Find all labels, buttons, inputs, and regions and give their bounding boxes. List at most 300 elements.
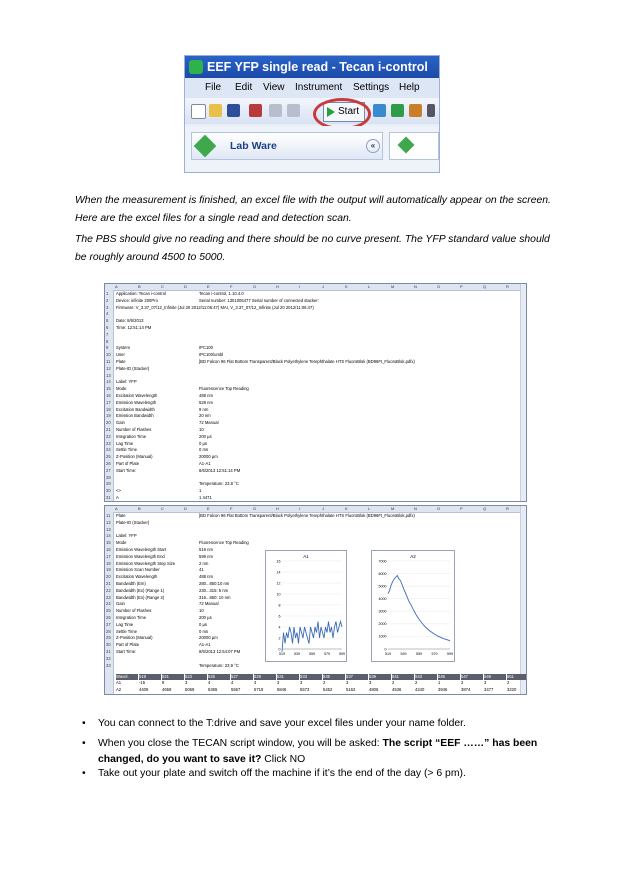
column-letter[interactable]: A bbox=[115, 284, 118, 289]
cell-label[interactable]: System bbox=[116, 345, 130, 351]
window-title-bar bbox=[185, 56, 439, 78]
row-number[interactable]: 14 bbox=[106, 379, 111, 385]
cell-value[interactable]: 200 µs bbox=[199, 433, 212, 439]
cell-label[interactable]: Bandwidth (Ex) (Range 1) bbox=[116, 587, 165, 593]
cell-value[interactable]: 10 bbox=[199, 427, 204, 432]
bullet-2-dot: • bbox=[82, 738, 86, 749]
cell-label[interactable]: Emission Bandwidth bbox=[116, 413, 154, 419]
cell-value[interactable]: 20 nm bbox=[199, 413, 211, 419]
column-letter[interactable]: J bbox=[322, 284, 324, 289]
column-letter[interactable]: D bbox=[184, 506, 187, 511]
column-letter[interactable]: R bbox=[506, 284, 509, 289]
cell-label[interactable]: Emission Wavelength Start bbox=[116, 547, 167, 552]
row-number[interactable]: 25 bbox=[106, 608, 111, 614]
x-tick-label: 519 bbox=[385, 652, 391, 656]
a1-row-cell[interactable]: 8 bbox=[162, 680, 165, 686]
row-number[interactable]: 15 bbox=[106, 386, 111, 392]
column-letter[interactable]: Q bbox=[483, 284, 487, 289]
cell-value[interactable]: Fluorescence Top Reading bbox=[199, 386, 249, 392]
a1-row-cell[interactable]: 3 bbox=[185, 680, 188, 686]
excel-detection-scan bbox=[104, 505, 527, 695]
a1-row-cell[interactable]: 2 bbox=[507, 680, 510, 686]
row-number[interactable]: 16 bbox=[106, 393, 111, 398]
cell-value[interactable]: 0 ms bbox=[199, 628, 209, 634]
cell-value[interactable]: 280...850:10 nm bbox=[199, 581, 230, 586]
cell-label[interactable]: Firmware: V_3.37_07/12_Infinite (Jul 20 2012/11:06:47) MAI, V_3.37_07/12_Infinite (Jul 20 2012/11:06:47) bbox=[116, 304, 314, 310]
cell-value[interactable]: [BD Falcon 96 Flat Bottom Transparent/Black Polyethylene Terephthalate HTS FluoroBlok (BD96Ft_FluoroBlok.pdfx) bbox=[199, 513, 415, 518]
undo-icon[interactable] bbox=[269, 104, 282, 117]
cell-label[interactable]: Emission Wavelength Step Size bbox=[116, 560, 176, 566]
redo-icon[interactable] bbox=[287, 104, 300, 117]
save-icon[interactable] bbox=[227, 104, 240, 117]
cell-label[interactable]: Lag Time bbox=[116, 621, 134, 627]
chart-a1 bbox=[265, 550, 347, 662]
cell-value[interactable]: Temperature: 23.8 °C bbox=[199, 481, 239, 487]
series-line bbox=[282, 622, 342, 652]
paragraph-2: The PBS should give no reading and there should be no curve present. The YFP standard value should be roughly around 4500 to 5000. bbox=[75, 234, 550, 263]
row-number[interactable]: 15 bbox=[106, 540, 111, 546]
bullet-1-text: You can connect to the T:drive and save your excel files under your name folder. bbox=[98, 718, 466, 729]
row-number[interactable]: 12 bbox=[106, 365, 111, 371]
cell-label[interactable]: Number of Flashes bbox=[116, 608, 152, 614]
y-tick-label: 7000 bbox=[378, 559, 387, 564]
a1-row-cell[interactable]: 4 bbox=[208, 680, 211, 686]
bullet-1-dot: • bbox=[82, 718, 86, 729]
labware-label: Lab Ware bbox=[230, 140, 277, 152]
a2-row-cell[interactable]: 5365 bbox=[208, 686, 218, 692]
chart-a2-svg bbox=[372, 551, 454, 661]
cell-label[interactable]: Emission Wavelength bbox=[116, 399, 157, 405]
labware-panel bbox=[185, 126, 439, 172]
a2-row-cell[interactable]: 5162 bbox=[346, 686, 356, 692]
cell-label[interactable]: Label: YFP bbox=[116, 379, 137, 385]
a1-row-cell[interactable]: 4 bbox=[254, 680, 257, 686]
chart-title: A1 bbox=[303, 554, 309, 559]
bullet-3-text: Take out your plate and switch off the machine if it’s the end of the day (> 6 pm). bbox=[98, 768, 466, 779]
excel-single-read bbox=[104, 283, 527, 502]
wavelength-row-cell[interactable]: 539 bbox=[369, 674, 391, 680]
a2-row-cell[interactable]: 4806 bbox=[369, 686, 379, 692]
menu-view[interactable]: View bbox=[263, 82, 285, 93]
column-letter[interactable]: P bbox=[460, 284, 463, 289]
wavelength-row-cell[interactable]: 537 bbox=[346, 674, 368, 680]
row-number[interactable]: 22 bbox=[106, 433, 111, 439]
a1-row-cell[interactable]: 2 bbox=[392, 680, 395, 686]
menu-help[interactable]: Help bbox=[399, 82, 420, 93]
y-tick-label: 5000 bbox=[378, 584, 387, 589]
row-number[interactable]: 20 bbox=[106, 574, 111, 580]
row-number[interactable]: 30 bbox=[106, 488, 111, 494]
cell-value[interactable]: 200 µs bbox=[199, 615, 212, 620]
a1-row-cell[interactable]: 3 bbox=[346, 680, 349, 686]
cell-value[interactable]: 316...850: 10 nm bbox=[199, 594, 231, 600]
y-tick-label: 3000 bbox=[378, 609, 387, 614]
row-number[interactable]: 12 bbox=[106, 519, 111, 525]
wavelength-row-cell[interactable]: 535 bbox=[323, 674, 345, 680]
cell-label[interactable]: Z-Position (Manual) bbox=[116, 454, 153, 460]
row-number[interactable]: 17 bbox=[106, 399, 111, 405]
column-letter[interactable]: H bbox=[276, 284, 279, 289]
cell-value[interactable]: 1 bbox=[199, 488, 202, 494]
column-letter[interactable]: I bbox=[299, 506, 301, 511]
row-number[interactable]: 30 bbox=[106, 642, 111, 648]
cell-label[interactable]: Start Time: bbox=[116, 649, 137, 654]
row-number[interactable]: 2 bbox=[106, 297, 109, 303]
collapse-icon[interactable]: « bbox=[366, 139, 380, 153]
row-number[interactable]: 19 bbox=[106, 567, 111, 573]
row-number[interactable]: 24 bbox=[106, 447, 111, 453]
row-number[interactable]: 25 bbox=[106, 454, 111, 460]
bullet-2-text: When you close the TECAN script window, you will be asked: bbox=[98, 738, 383, 749]
wavelength-row-cell[interactable]: 541 bbox=[392, 674, 414, 680]
cell-value[interactable]: 528 nm bbox=[199, 399, 213, 405]
cell-value[interactable]: Temperature: 23.9 °C bbox=[199, 662, 239, 668]
wavelength-row-cell[interactable]: 549 bbox=[484, 674, 506, 680]
column-letter[interactable]: E bbox=[207, 506, 210, 511]
new-icon[interactable] bbox=[191, 104, 206, 119]
x-tick-label: 599 bbox=[339, 652, 345, 656]
cell-value[interactable]: 8/6/2013 12:54:07 PM bbox=[199, 649, 241, 654]
a2-row-cell[interactable]: 5573 bbox=[300, 686, 310, 692]
row-number[interactable]: 29 bbox=[106, 635, 111, 641]
wavelength-row-cell[interactable]: 525 bbox=[208, 674, 230, 680]
a1-row-cell[interactable]: 2 bbox=[323, 680, 326, 686]
cell-value[interactable]: 10 bbox=[199, 608, 204, 614]
wavelength-row-cell[interactable]: 551 bbox=[507, 674, 527, 680]
row-number[interactable]: 18 bbox=[106, 560, 111, 566]
column-letter[interactable]: Q bbox=[483, 506, 487, 511]
row-number[interactable]: 24 bbox=[106, 601, 111, 607]
vertical-scrollbar[interactable] bbox=[520, 284, 526, 501]
wavelength-row-cell[interactable]: 543 bbox=[415, 674, 437, 680]
y-tick-label: 12 bbox=[276, 581, 281, 586]
row-number[interactable]: 27 bbox=[106, 467, 111, 473]
cell-value[interactable]: [BD Falcon 96 Flat Bottom Transparent/Black Polyethylene Terephthalate HTS FluoroBlok (BD96Ft_FluoroBlok.pdfx) bbox=[199, 359, 415, 364]
column-letter[interactable]: O bbox=[437, 506, 441, 511]
bullet-3-dot: • bbox=[82, 768, 86, 779]
cell-label[interactable]: Excitation Wavelength bbox=[116, 393, 158, 398]
cell-value[interactable]: 72 Manual bbox=[199, 601, 219, 607]
cell-label[interactable]: Mode bbox=[116, 386, 127, 392]
cell-value[interactable]: 0 µs bbox=[199, 440, 207, 446]
row-number[interactable]: 21 bbox=[106, 427, 111, 432]
row-number[interactable]: 31 bbox=[106, 495, 111, 500]
cell-label[interactable]: Excitation Wavelength bbox=[116, 574, 158, 580]
cell-label[interactable]: Application: Tecan i-control bbox=[116, 291, 166, 296]
row-number[interactable]: 9 bbox=[106, 345, 109, 351]
row-number[interactable]: 1 bbox=[106, 291, 109, 296]
wavelength-row-cell[interactable]: 527 bbox=[231, 674, 253, 680]
a2-row-cell[interactable]: A2 bbox=[116, 686, 122, 692]
row-number[interactable]: 7 bbox=[106, 331, 109, 337]
y-tick-label: 4 bbox=[278, 625, 281, 630]
row-number[interactable]: 28 bbox=[106, 474, 111, 480]
column-letter[interactable]: B bbox=[138, 506, 141, 511]
y-tick-label: 0 bbox=[384, 647, 387, 652]
cell-label[interactable]: Z-Position (Manual) bbox=[116, 635, 153, 641]
bullet-1 bbox=[98, 716, 550, 732]
a2-row-cell[interactable]: 5069 bbox=[185, 686, 195, 692]
column-letter[interactable]: G bbox=[253, 506, 257, 511]
cell-value[interactable]: 230...315: 5 nm bbox=[199, 587, 229, 593]
column-letter[interactable]: P bbox=[460, 506, 463, 511]
column-header bbox=[105, 506, 526, 513]
menu-edit[interactable]: Edit bbox=[235, 82, 253, 93]
a2-row-cell[interactable]: 4536 bbox=[392, 686, 402, 692]
column-letter[interactable]: N bbox=[414, 506, 417, 511]
cell-label[interactable]: Plate bbox=[116, 513, 126, 518]
column-letter[interactable]: N bbox=[414, 284, 417, 289]
cell-label[interactable]: Lag Time bbox=[116, 440, 134, 446]
row-number[interactable]: 27 bbox=[106, 621, 111, 627]
cell-label[interactable]: Gain bbox=[116, 601, 125, 607]
row-number[interactable]: 29 bbox=[106, 481, 111, 487]
row-number[interactable]: 8 bbox=[106, 338, 109, 344]
row-number[interactable]: 32 bbox=[106, 655, 111, 661]
cell-label[interactable]: User bbox=[116, 352, 125, 358]
cell-value[interactable]: 2 nm bbox=[199, 560, 209, 566]
cell-label[interactable]: Gain bbox=[116, 420, 125, 426]
row-number[interactable]: 19 bbox=[106, 413, 111, 419]
cell-label[interactable]: Bandwidth (Ex) (Range 2) bbox=[116, 594, 165, 600]
cell-label[interactable]: Settle Time bbox=[116, 628, 137, 634]
a2-row-cell[interactable]: 5452 bbox=[323, 686, 333, 692]
row-number[interactable]: 5 bbox=[106, 318, 109, 324]
menu-settings[interactable]: Settings bbox=[353, 82, 390, 93]
a2-row-cell[interactable]: 4659 bbox=[162, 686, 172, 692]
tecan-screenshot bbox=[184, 55, 440, 173]
window-title: EEF YFP single read - Tecan i-control bbox=[207, 60, 428, 74]
wavelength-row-cell[interactable]: 519 bbox=[139, 674, 161, 680]
row-number[interactable]: 13 bbox=[106, 526, 111, 532]
cell-value[interactable]: Fluorescence Top Reading bbox=[199, 540, 249, 546]
a1-row-cell[interactable]: A1 bbox=[116, 680, 122, 686]
cell-label[interactable]: Number of Flashes bbox=[116, 427, 152, 432]
row-number[interactable]: 21 bbox=[106, 581, 111, 586]
row-number[interactable]: 17 bbox=[106, 553, 111, 559]
x-tick-label: 559 bbox=[416, 652, 422, 656]
cell-label[interactable]: Device: infinite 200Pro bbox=[116, 297, 158, 303]
column-letter[interactable]: K bbox=[345, 284, 348, 289]
bullet-2 bbox=[98, 736, 550, 768]
cell-value[interactable]: 488 nm bbox=[199, 393, 213, 398]
secondary-panel bbox=[389, 132, 439, 160]
column-letter[interactable]: J bbox=[322, 506, 324, 511]
a2-row-cell[interactable]: 4409 bbox=[139, 686, 149, 692]
x-tick-label: 559 bbox=[309, 652, 315, 656]
cell-value[interactable]: A1-A1 bbox=[199, 461, 211, 466]
row-number[interactable]: 6 bbox=[106, 325, 109, 330]
cell-value[interactable]: 599 nm bbox=[199, 553, 213, 559]
column-letter[interactable]: I bbox=[299, 284, 301, 289]
labware-icon bbox=[194, 135, 217, 158]
cell-label[interactable]: Part of Plate bbox=[116, 642, 140, 648]
y-tick-label: 10 bbox=[276, 592, 281, 597]
tools-icon[interactable] bbox=[409, 104, 422, 117]
wavelength-row-cell[interactable]: Wavel. bbox=[116, 674, 138, 680]
cell-label[interactable]: Plate-ID (Stacker) bbox=[116, 519, 150, 525]
delete-icon[interactable] bbox=[249, 104, 262, 117]
cell-value[interactable]: 519 nm bbox=[199, 547, 213, 552]
cell-label[interactable]: Integration Time bbox=[116, 615, 147, 620]
toolbar bbox=[185, 98, 439, 124]
column-letter[interactable]: D bbox=[184, 284, 187, 289]
cell-label[interactable]: Part of Plate bbox=[116, 461, 140, 466]
a2-row-cell[interactable]: 4240 bbox=[415, 686, 425, 692]
row-number[interactable]: 22 bbox=[106, 587, 111, 593]
column-letter[interactable]: F bbox=[230, 284, 233, 289]
a1-row-cell[interactable]: 3 bbox=[484, 680, 487, 686]
column-letter[interactable]: E bbox=[207, 284, 210, 289]
cell-value[interactable]: 0 ms bbox=[199, 447, 209, 453]
wavelength-row-cell[interactable]: 545 bbox=[438, 674, 460, 680]
cell-label[interactable]: Date: 8/6/2013 bbox=[116, 318, 144, 324]
cell-value[interactable]: IPC100 bbox=[199, 345, 213, 351]
x-tick-label: 519 bbox=[279, 652, 285, 656]
row-number[interactable]: 16 bbox=[106, 547, 111, 552]
cell-value[interactable]: 488 nm bbox=[199, 574, 213, 580]
cell-value[interactable]: A1-A1 bbox=[199, 642, 211, 648]
wavelength-row-cell[interactable]: 521 bbox=[162, 674, 184, 680]
app-logo-icon bbox=[189, 60, 203, 74]
a2-row-cell[interactable]: 3946 bbox=[438, 686, 448, 692]
a2-row-cell[interactable]: 5567 bbox=[231, 686, 241, 692]
x-tick-label: 579 bbox=[431, 652, 438, 656]
cell-value[interactable]: 1 4471 bbox=[199, 495, 212, 500]
column-letter[interactable]: M bbox=[391, 506, 395, 511]
row-number[interactable]: 10 bbox=[106, 352, 111, 358]
start-label: Start bbox=[338, 106, 360, 117]
a1-row-cell[interactable]: 3 bbox=[277, 680, 280, 686]
column-letter[interactable]: C bbox=[161, 506, 164, 511]
row-number[interactable]: 4 bbox=[106, 311, 109, 317]
a1-row-cell[interactable]: 2 bbox=[461, 680, 464, 686]
column-letter[interactable]: A bbox=[115, 506, 118, 511]
row-number[interactable]: 26 bbox=[106, 615, 111, 620]
a1-row-cell[interactable]: 4 bbox=[231, 680, 234, 686]
cell-label[interactable]: Mode bbox=[116, 540, 127, 546]
column-letter[interactable]: R bbox=[506, 506, 509, 511]
menu-file[interactable]: File bbox=[205, 82, 222, 93]
row-number[interactable]: 26 bbox=[106, 461, 111, 466]
wavelength-row-cell[interactable]: 529 bbox=[254, 674, 276, 680]
cell-label[interactable]: A bbox=[116, 495, 119, 500]
row-number[interactable]: 14 bbox=[106, 533, 111, 539]
cell-value[interactable]: 41 bbox=[199, 567, 204, 573]
chart-a2 bbox=[371, 550, 455, 662]
a2-row-cell[interactable]: 3874 bbox=[461, 686, 471, 692]
column-letter[interactable]: F bbox=[230, 506, 233, 511]
paragraph-1: When the measurement is finished, an excel file with the output will automatically appear on the screen. Here are the excel files for a single read and detection scan. bbox=[75, 195, 551, 224]
cell-value[interactable]: 20000 µm bbox=[199, 635, 218, 641]
a2-row-cell[interactable]: 5718 bbox=[254, 686, 264, 692]
row-number[interactable]: 3 bbox=[106, 304, 109, 310]
column-letter[interactable]: O bbox=[437, 284, 441, 289]
cell-label[interactable]: Label: YFP bbox=[116, 533, 137, 539]
row-number[interactable]: 28 bbox=[106, 628, 111, 634]
a1-row-cell[interactable]: 1 bbox=[438, 680, 441, 686]
instrument-icon[interactable] bbox=[391, 104, 404, 117]
column-letter[interactable]: M bbox=[391, 284, 395, 289]
open-folder-icon[interactable] bbox=[209, 104, 222, 117]
wavelength-row-cell[interactable]: 533 bbox=[300, 674, 322, 680]
menu-instrument[interactable]: Instrument bbox=[295, 82, 343, 93]
a2-row-cell[interactable]: 3220 bbox=[507, 686, 517, 692]
column-letter[interactable]: K bbox=[345, 506, 348, 511]
bullet-2-bold: The script “EEF ……” has been changed, do you want to save it? bbox=[98, 738, 538, 765]
cell-label[interactable]: Excitation Bandwidth bbox=[116, 406, 155, 412]
cell-label[interactable]: Start Time: bbox=[116, 467, 137, 473]
row-number[interactable]: 11 bbox=[106, 359, 111, 364]
cell-label[interactable]: <> bbox=[116, 488, 121, 494]
wavelength-row-cell[interactable]: 531 bbox=[277, 674, 299, 680]
y-tick-label: 16 bbox=[276, 559, 281, 564]
y-tick-label: 2 bbox=[278, 636, 281, 641]
a2-row-cell[interactable]: 3477 bbox=[484, 686, 494, 692]
column-letter[interactable]: L bbox=[368, 284, 371, 289]
cell-label[interactable]: Settle Time bbox=[116, 447, 137, 453]
row-number[interactable]: 11 bbox=[106, 513, 111, 518]
a1-row-cell[interactable]: 3 bbox=[300, 680, 303, 686]
a1-row-cell[interactable]: 3 bbox=[369, 680, 372, 686]
row-number[interactable]: 23 bbox=[106, 440, 111, 446]
cell-label[interactable]: Emission Scan Number bbox=[116, 567, 160, 573]
chart-a1-svg bbox=[266, 551, 346, 661]
cell-value[interactable]: 72 Manual bbox=[199, 420, 219, 426]
row-number[interactable]: 33 bbox=[106, 662, 111, 668]
cell-label[interactable]: Emission Wavelength End bbox=[116, 553, 165, 559]
x-tick-label: 539 bbox=[400, 652, 407, 656]
labware-header[interactable] bbox=[191, 132, 383, 160]
monitor-icon[interactable] bbox=[373, 104, 386, 117]
labware-icon-2 bbox=[398, 137, 415, 154]
column-letter[interactable]: L bbox=[368, 506, 371, 511]
column-letter[interactable]: B bbox=[138, 284, 141, 289]
row-number[interactable]: 13 bbox=[106, 372, 111, 378]
row-number[interactable]: 20 bbox=[106, 420, 111, 426]
wavelength-row-cell[interactable]: 523 bbox=[185, 674, 207, 680]
cell-label[interactable]: Integration Time bbox=[116, 433, 147, 439]
vertical-scrollbar[interactable] bbox=[520, 506, 526, 694]
cell-label[interactable]: Time: 12:51:14 PM bbox=[116, 325, 152, 330]
cell-label[interactable]: Bandwidth (Em) bbox=[116, 581, 146, 586]
cell-label[interactable]: Plate-ID (Stacker) bbox=[116, 365, 150, 371]
cell-value[interactable]: 0 µs bbox=[199, 621, 207, 627]
a1-row-cell[interactable]: 2 bbox=[415, 680, 418, 686]
chart-title: A2 bbox=[410, 554, 416, 559]
row-number[interactable]: 23 bbox=[106, 594, 111, 600]
column-letter[interactable]: G bbox=[253, 284, 257, 289]
row-number[interactable]: 18 bbox=[106, 406, 111, 412]
cell-label[interactable]: Plate bbox=[116, 359, 126, 364]
cell-value[interactable]: Serial number: 1301006477 Serial number of connected stacker: bbox=[199, 297, 319, 303]
cell-value[interactable]: Tecan i-control, 1.10.4.0 bbox=[199, 291, 244, 296]
cell-value[interactable]: 20000 µm bbox=[199, 454, 218, 460]
a2-row-cell[interactable]: 5846 bbox=[277, 686, 287, 692]
more-icon[interactable] bbox=[427, 104, 435, 117]
a1-row-cell[interactable]: -15 bbox=[139, 680, 146, 686]
x-tick-label: 539 bbox=[294, 652, 300, 656]
column-letter[interactable]: C bbox=[161, 284, 164, 289]
wavelength-row-cell[interactable]: 547 bbox=[461, 674, 483, 680]
cell-value[interactable]: IPC100\umbl bbox=[199, 352, 224, 358]
row-number[interactable]: 31 bbox=[106, 649, 111, 654]
x-tick-label: 579 bbox=[324, 652, 330, 656]
cell-value[interactable]: 8/6/2013 12:51:14 PM bbox=[199, 467, 241, 473]
y-tick-label: 0 bbox=[278, 647, 281, 652]
cell-value[interactable]: 9 nm bbox=[199, 406, 209, 412]
column-letter[interactable]: H bbox=[276, 506, 279, 511]
